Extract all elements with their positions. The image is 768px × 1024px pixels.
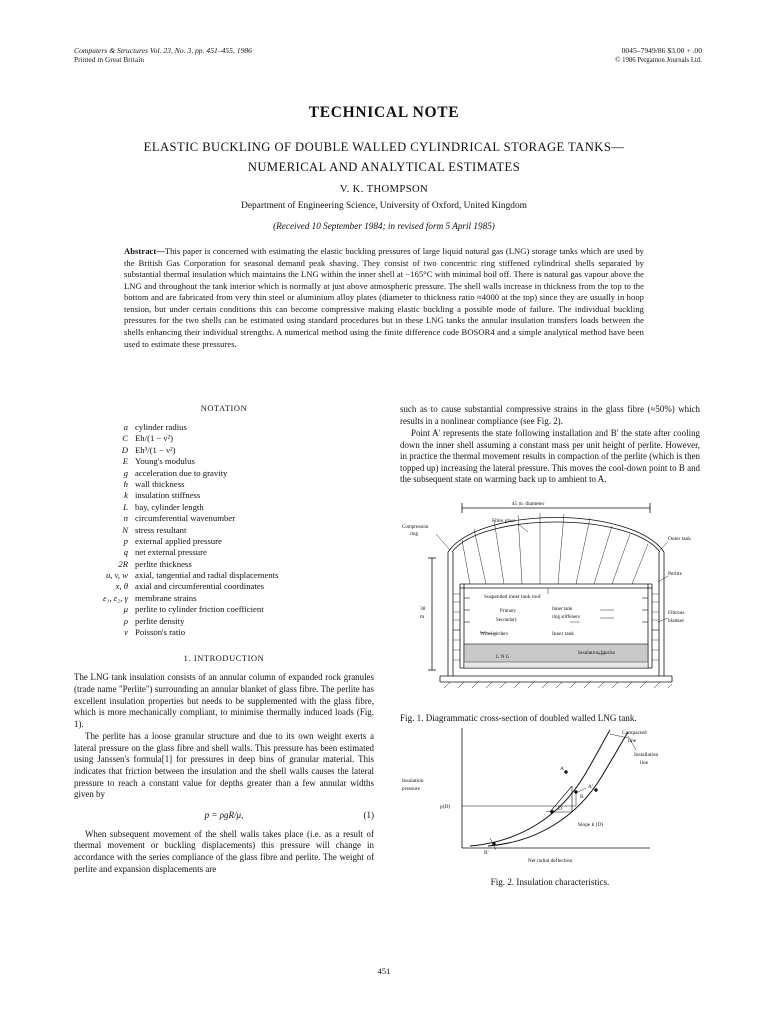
notation-definition: perlite thickness [135, 558, 192, 569]
notation-item [74, 422, 374, 433]
fig2-label-ylabel: Insulation [402, 778, 424, 785]
notation-definition: Poisson's ratio [135, 627, 186, 638]
intro-paragraph-1: The LNG tank insulation consists of an annular column of expanded rock granules (trade name "Perlite") surrounding an annular blanket of glass fibre. The perlite has excellent insulation properties but needs to be supplemented with the glass fibre, which is more mechanically compliant, to minimise thermally induced loads (Fig. 1). [74, 672, 374, 729]
notation-item [74, 547, 374, 558]
fig2-label-B: B [580, 794, 584, 801]
fig1-label-insulation-blocks: Insulation blocks [578, 650, 615, 657]
notation-definition: axial, tangential and radial displacements [135, 570, 279, 581]
notation-definition: membrane strains [135, 592, 197, 603]
notation-symbol: k [124, 490, 128, 501]
notation-symbol: C [122, 433, 128, 444]
intro-paragraph-5: Point A' represents the state following installation and B' the state after cooling down the inner shell assuming a constant mass per unit height of perlite. However, in practice the thermal movement results in compaction of the perlite (which is then topped up) increasing the lateral pressure. This moves the cool-down point to B and the subsequent state on warming back up to ambient to A. [400, 428, 700, 485]
notation-item [74, 490, 374, 501]
figure-1 [400, 498, 700, 724]
figure-2 [400, 720, 700, 892]
notation-symbol: x, θ [115, 581, 128, 592]
notation-definition: insulation stiffness [135, 490, 201, 501]
paper-sheet [60, 34, 708, 990]
fig2-label-Aprime: A' [588, 784, 593, 791]
fig1-label-inner-tank: Inner tank [552, 631, 575, 638]
fig2-label-ylabel-2: pressure [402, 786, 420, 793]
notation-item [74, 627, 374, 638]
abstract [124, 246, 644, 350]
fig1-label-fibrous-blanket: Fibrous [668, 610, 685, 617]
left-column [74, 404, 374, 875]
notation-item [74, 456, 374, 467]
notation-definition: Eh³/(1 − ν²) [135, 444, 176, 455]
figure-1-caption: Fig. 1. Diagrammatic cross-section of doubled walled LNG tank. [400, 713, 637, 724]
figure-2-caption: Fig. 2. Insulation characteristics. [490, 877, 610, 888]
figure-1-drawing [400, 498, 700, 706]
equation-1-number: (1) [363, 809, 374, 820]
notation-item [74, 445, 374, 456]
journal-citation-line1: Computers & Structures Vol. 23, No. 3, pp. 451–455, 1986 [74, 46, 252, 55]
notation-symbol: ν [124, 627, 128, 638]
notation-symbol: ε₁, ε₂, γ [103, 592, 128, 603]
notation-definition: net external pressure [135, 547, 207, 558]
notation-item [74, 433, 374, 444]
notation-definition: stress resultant [135, 524, 187, 535]
notation-item [74, 604, 374, 615]
notation-symbol: L [123, 501, 128, 512]
notation-definition: Eh/(1 − ν²) [135, 433, 173, 444]
fig1-label-perlite: Perlite [668, 571, 683, 578]
notation-item [74, 581, 374, 592]
fig1-label-height: 38 [420, 606, 426, 613]
notation-item [74, 616, 374, 627]
notation-symbol: ρ [123, 615, 128, 626]
notation-definition: cylinder radius [135, 422, 187, 432]
fig1-label-lng: L N G [496, 654, 510, 661]
fig1-label-compression-ring-2: ring [410, 532, 419, 538]
author-name: V. K. THOMPSON [339, 184, 429, 195]
fig2-label-installation-2: line [640, 760, 649, 767]
notation-symbol: D [121, 444, 128, 455]
fig1-label-suspended-roof: Suspended inner tank roof [484, 594, 541, 601]
intro-paragraph-2: The perlite has a loose granular structure and due to its own weight exerts a lateral pressure on the glass fibre and shell walls. This pressure has been estimated using Janssen's formula[1] for pressures in deep bins of granular material. This indicates that friction between the insulation and the shell walls causes the lateral pressure to reach a constant value for depths greater than a few annular widths given by [74, 731, 374, 800]
figure-2-drawing [400, 720, 700, 870]
notation-item [74, 593, 374, 604]
fig1-label-fibre-glass: Fibre glass [492, 518, 516, 525]
issn-price: 0045–7949/86 $3.00 + .00 [621, 46, 702, 55]
technical-note-label: TECHNICAL NOTE [308, 104, 460, 121]
notation-symbol: a [123, 422, 128, 432]
notation-symbol: N [122, 524, 128, 535]
notation-definition: Young's modulus [135, 456, 195, 467]
fig2-label-compacted: Compacted [622, 730, 647, 737]
notation-item [74, 559, 374, 570]
abstract-text: This paper is concerned with estimating the elastic buckling pressures of large liquid natural gas (LNG) storage tanks which are used by the British Gas Corporation for seasonal demand peak shaving. They consist of two concentric ring stiffened cylindrical shells separated by substantial thermal insulation which maintains the LNG within the inner shell at −165°C with minimal boil off. There is natural gas vapour above the LNG and throughout the tank interior which is normally at just above atmospheric pressure. The shell walls increase in thickness from the top to the bottom and are fabricated from very thin steel or aluminium alloy plates (diameter to thickness ratio ≈4000 at the top) since they are usually in hoop tension, but under certain conditions this can become compressive making elastic buckling a possible mode of failure. The individual buckling pressures for the two shells can be estimated using standard procedures but in these LNG tanks the annular insulation transfers loads between the shells enhancing their individual strengths. A numerical method using the finite difference code BOSOR4 and a simple analytical method have been used to estimate these pressures. [124, 246, 644, 349]
notation-list [74, 422, 374, 638]
received-date: (Received 10 September 1984; in revised form 5 April 1985) [273, 221, 495, 231]
notation-item [74, 570, 374, 581]
notation-symbol: μ [123, 604, 128, 615]
fig1-label-ring-stiffeners: Inner tank [552, 607, 573, 613]
intro-paragraph-3: When subsequent movement of the shell walls takes place (i.e. as a result of thermal movement or buckling displacements) this pressure will change in accordance with the series compliance of the glass fibre and perlite. The weight of perlite and expansion displacements are [74, 828, 374, 874]
page-number: 451 [377, 966, 391, 976]
fig2-label-xlabel: Net radial deflection [527, 858, 573, 865]
journal-citation-line2: Printed in Great Britain [74, 56, 145, 65]
notation-definition: perlite to cylinder friction coefficient [135, 604, 264, 615]
notation-definition: circumferential wavenumber [135, 513, 236, 524]
fig1-label-wind-girders: Wind girders [480, 631, 509, 638]
notation-symbol: q [123, 547, 128, 558]
fig2-label-slope: Slope k (D) [578, 822, 604, 829]
notation-item [74, 536, 374, 547]
notation-symbol: g [123, 467, 128, 478]
fig1-label-outer-tank: Outer tank [668, 536, 691, 543]
notation-item [74, 525, 374, 536]
notation-definition: acceleration due to gravity [135, 467, 228, 478]
author-affiliation: Department of Engineering Science, University of Oxford, United Kingdom [241, 201, 527, 211]
fig2-label-Bprime: B' [484, 850, 489, 857]
notation-symbol: p [123, 535, 128, 546]
introduction-heading: 1. INTRODUCTION [183, 654, 265, 664]
copyright-block [615, 46, 702, 65]
abstract-label: Abstract— [124, 246, 165, 256]
notation-symbol: n [123, 513, 128, 524]
notation-item [74, 479, 374, 490]
fig1-label-diameter: 45 m. diameter [511, 501, 545, 508]
equation-1-expression: p = ρgR/μ, [204, 809, 244, 820]
notation-definition: bay, cylinder length [135, 501, 204, 512]
notation-item [74, 513, 374, 524]
notation-symbol: E [122, 456, 128, 467]
fig1-label-fibrous-blanket-2: blanket [668, 618, 684, 625]
fig1-label-primary: Primary [500, 609, 517, 615]
fig1-label-ring-stiffeners-2: ring stiffeners [552, 615, 580, 621]
notation-definition: wall thickness [135, 478, 185, 489]
fig2-label-pd: p(D) [440, 804, 451, 811]
fig2-label-compacted-2: line [628, 738, 637, 745]
notation-item [74, 468, 374, 479]
page-title: ELASTIC BUCKLING OF DOUBLE WALLED CYLINDRICAL STORAGE TANKS—NUMERICAL AND ANALYTICAL ESTIMATES [143, 140, 625, 174]
notation-heading: NOTATION [200, 404, 248, 413]
notation-definition: external applied pressure [135, 535, 222, 546]
fig2-label-D: D [558, 806, 562, 813]
equation-1 [74, 810, 374, 820]
notation-item [74, 502, 374, 513]
fig1-label-height-unit: m [420, 614, 425, 621]
fig2-label-installation: Installation [634, 752, 659, 759]
notation-symbol: 2R [118, 558, 128, 569]
notation-symbol: h [123, 478, 128, 489]
fig1-label-compression-ring: Compression [402, 525, 429, 531]
notation-definition: axial and circumferential coordinates [135, 581, 265, 592]
publisher-copyright: © 1986 Pergamon Journals Ltd. [615, 57, 702, 65]
fig1-label-secondary: Secondary [496, 618, 518, 624]
journal-citation [74, 46, 252, 66]
notation-definition: perlite density [135, 615, 185, 626]
notation-symbol: u, v, w [105, 570, 128, 581]
running-header [74, 46, 702, 66]
fig2-label-A: A [560, 766, 564, 773]
right-column [400, 404, 700, 892]
intro-paragraph-4: such as to cause substantial compressive strains in the glass fibre (≈50%) which results in a nonlinear compliance (see Fig. 2). [400, 404, 700, 426]
